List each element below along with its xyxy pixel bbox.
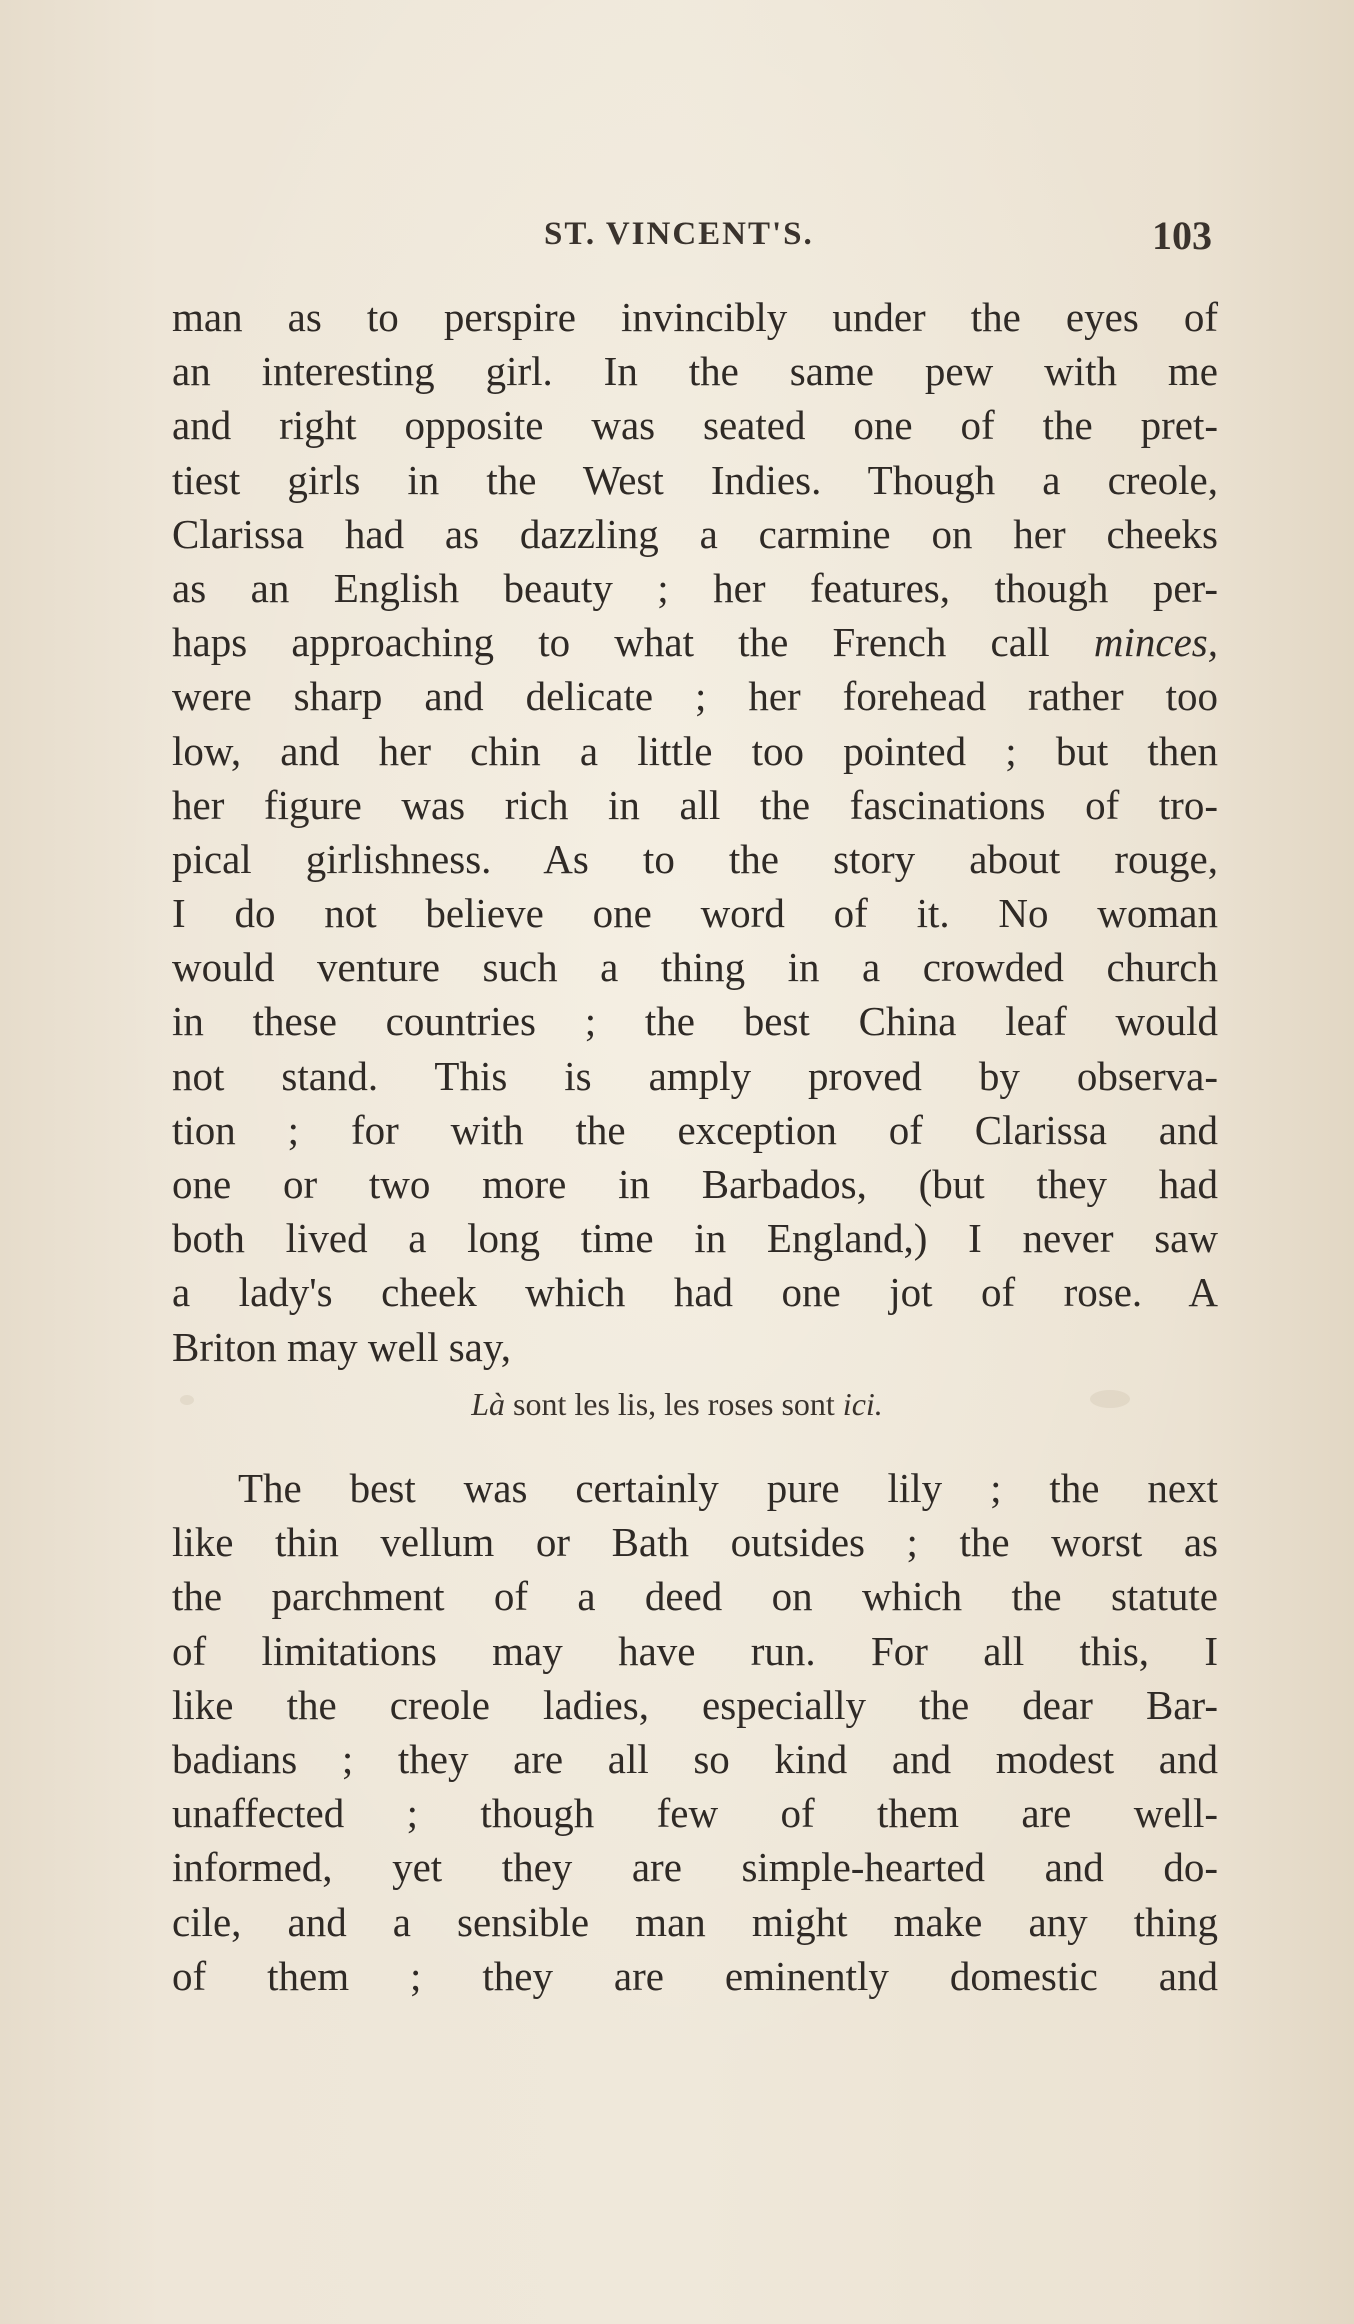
text-line: of them ; they are eminently domestic and xyxy=(172,1952,1218,1999)
text-line-with-italic xyxy=(172,615,1218,669)
text-line: tiest girls in the West Indies. Though a creole, xyxy=(172,456,1218,503)
text-line: in these countries ; the best China leaf would xyxy=(172,998,1218,1045)
text-line: Clarissa had as dazzling a carmine on her cheeks xyxy=(172,510,1218,557)
text-line: I do not believe one word of it. No woman xyxy=(172,890,1218,937)
quoted-verse xyxy=(0,1386,1354,1423)
text-line: her figure was rich in all the fascinations of tro- xyxy=(172,781,1218,828)
text-line: an interesting girl. In the same pew with me xyxy=(172,348,1218,395)
text-line: and right opposite was seated one of the pret- xyxy=(172,402,1218,449)
paragraph-2 xyxy=(172,1461,1218,2003)
text-line: badians ; they are all so kind and modest and xyxy=(172,1735,1218,1782)
text-line: like the creole ladies, especially the dear Bar- xyxy=(172,1681,1218,1728)
verse-text: sont les lis, les roses sont xyxy=(505,1386,843,1422)
text-line: one or two more in Barbados, (but they had xyxy=(172,1161,1218,1207)
text-line: Briton may well say, xyxy=(172,1323,511,1370)
text-line-part: haps approaching to what the French call xyxy=(172,619,1050,666)
page-header xyxy=(172,212,1212,262)
text-line: man as to perspire invincibly under the eyes of xyxy=(172,294,1218,340)
text-line: the parchment of a deed on which the statute xyxy=(172,1573,1218,1620)
running-head: ST. VINCENT'S. xyxy=(544,216,814,252)
text-line: cile, and a sensible man might make any thing xyxy=(172,1898,1218,1945)
text-line: were sharp and delicate ; her forehead rather too xyxy=(172,673,1218,720)
text-line: The best was certainly pure lily ; the next xyxy=(238,1465,1218,1511)
page-number: 103 xyxy=(1152,213,1212,258)
italic-word: minces, xyxy=(1093,619,1219,666)
verse-italic-end: ici. xyxy=(842,1386,883,1422)
text-line: informed, yet they are simple-hearted and do- xyxy=(172,1844,1218,1891)
text-line: not stand. This is amply proved by observa- xyxy=(172,1052,1218,1099)
paragraph-1 xyxy=(172,290,1218,1374)
verse-italic-start: Là xyxy=(471,1386,506,1422)
text-line: like thin vellum or Bath outsides ; the worst as xyxy=(172,1519,1218,1566)
text-line: of limitations may have run. For all this, I xyxy=(172,1627,1218,1674)
text-line: would venture such a thing in a crowded church xyxy=(172,944,1218,991)
text-line: a lady's cheek which had one jot of rose. A xyxy=(172,1269,1218,1316)
text-line: unaffected ; though few of them are well- xyxy=(172,1790,1218,1837)
text-line: as an English beauty ; her features, though per- xyxy=(172,564,1218,611)
text-line: tion ; for with the exception of Clarissa and xyxy=(172,1106,1218,1153)
text-line: both lived a long time in England,) I never saw xyxy=(172,1215,1218,1262)
text-line: pical girlishness. As to the story about rouge, xyxy=(172,835,1218,882)
text-line: low, and her chin a little too pointed ; but then xyxy=(172,727,1218,774)
